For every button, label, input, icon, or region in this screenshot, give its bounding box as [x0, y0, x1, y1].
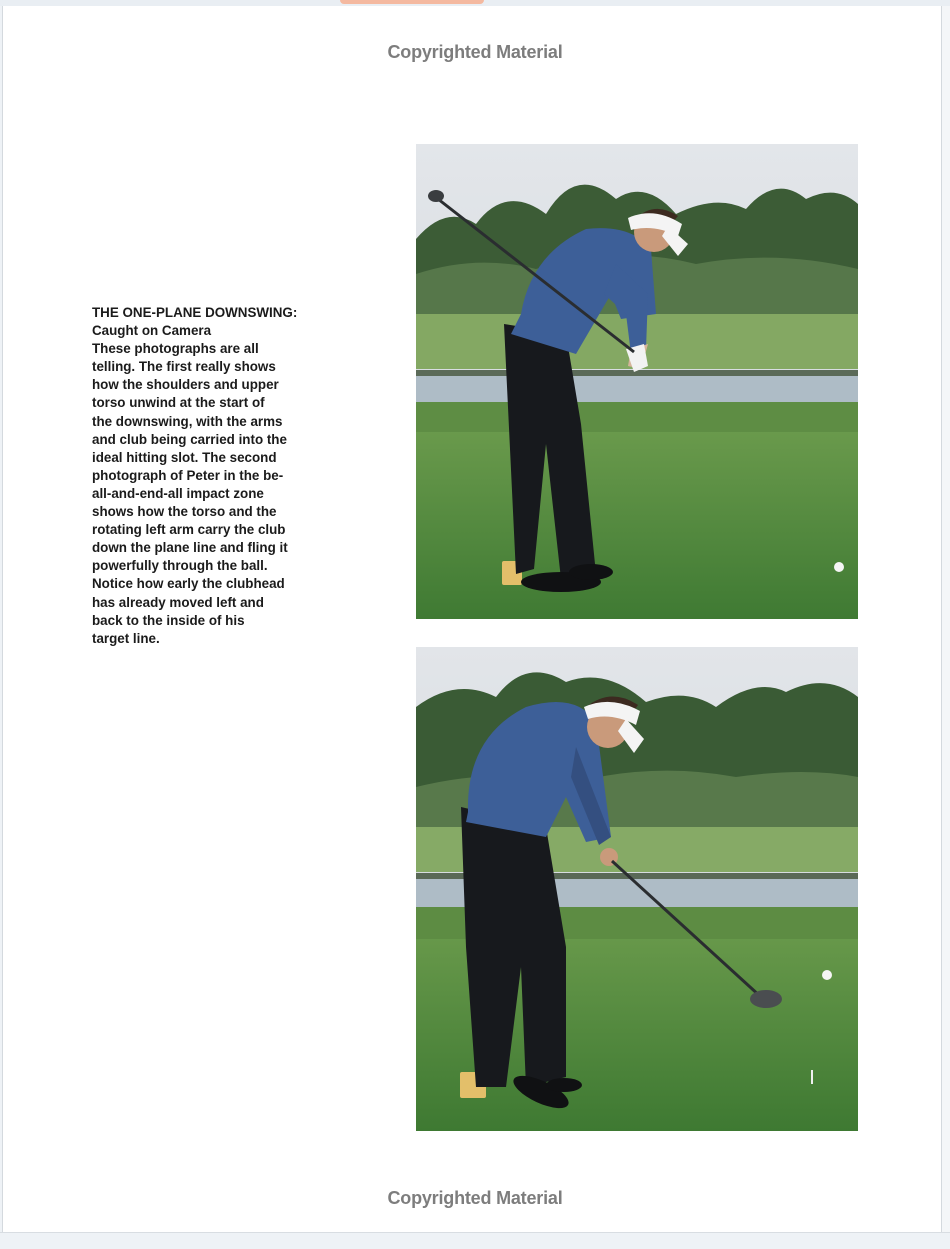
caption-line: ideal hitting slot. The second [92, 449, 277, 465]
caption-line: how the shoulders and upper [92, 377, 279, 393]
caption-line: These photographs are all [92, 341, 259, 357]
caption-line: and club being carried into the [92, 431, 287, 447]
viewer-scroll-edge[interactable] [942, 6, 950, 1232]
viewer-bottom-strip [0, 1232, 950, 1249]
copyright-watermark-top: Copyrighted Material [387, 42, 563, 62]
caption-line: telling. The first really shows [92, 359, 276, 375]
golf-photo-impact-zone [416, 647, 858, 1131]
caption-line: shows how the torso and the [92, 504, 277, 520]
caption-block [92, 304, 364, 648]
caption-line: rotating left arm carry the club [92, 522, 286, 538]
caption-line: torso unwind at the start of [92, 395, 265, 411]
golf-photo-downswing-start [416, 144, 858, 619]
caption-title: THE ONE-PLANE DOWNSWING: [92, 305, 298, 320]
caption-line: back to the inside of his [92, 612, 245, 628]
caption-subtitle: Caught on Camera [92, 323, 212, 339]
caption-line: has already moved left and [92, 594, 264, 610]
caption-line: Notice how early the clubhead [92, 576, 285, 592]
caption-line: down the plane line and fling it [92, 540, 288, 556]
viewer-top-tab[interactable] [340, 0, 484, 4]
copyright-watermark-bottom: Copyrighted Material [387, 1188, 563, 1208]
caption-line: powerfully through the ball. [92, 558, 268, 574]
caption-line: all-and-end-all impact zone [92, 485, 264, 501]
caption-line: photograph of Peter in the be- [92, 467, 284, 483]
book-page [2, 6, 942, 1232]
caption-line: the downswing, with the arms [92, 413, 283, 429]
caption-line: target line. [92, 630, 160, 646]
